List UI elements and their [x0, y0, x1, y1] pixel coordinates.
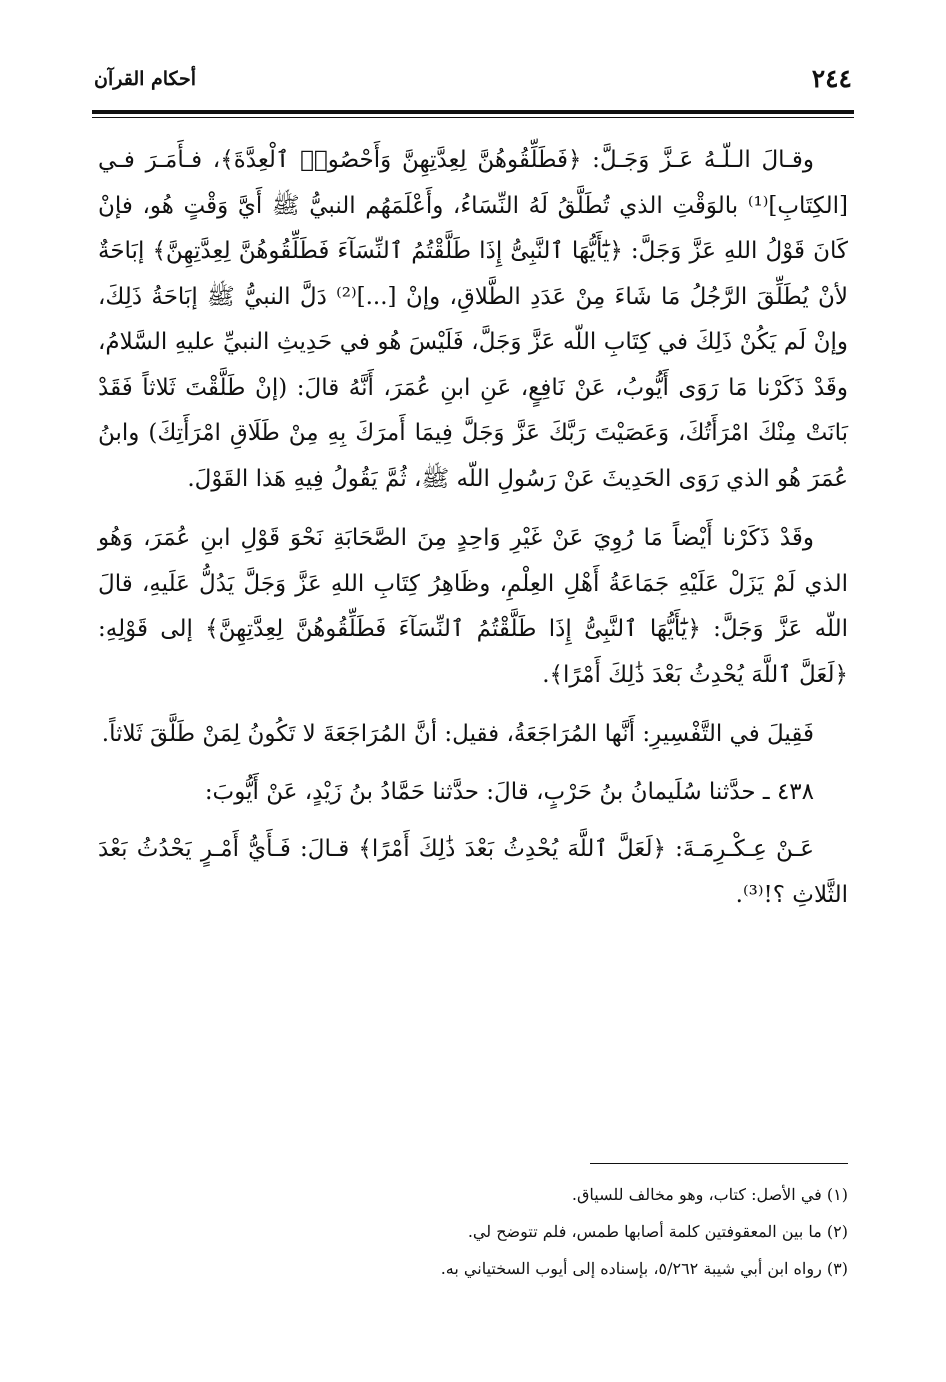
- page-header: [94, 58, 852, 106]
- running-title: أحكام القرآن: [94, 68, 197, 90]
- footnotes: [98, 1176, 848, 1287]
- footnote-2: (٢) ما بين المعقوفتين كلمة أصابها طمس، فلم تتوضح لي.: [467, 1222, 848, 1241]
- paragraph-2: وقَدْ ذَكَرْنا أَيْضاً مَا رُوِيَ عَنْ غَيْرِ وَاحِدٍ مِنَ الصَّحَابَةِ نَحْوَ قَوْلِ ابنِ عُمَرَ، وَهُو الذي لَمْ يَزَلْ عَلَيْهِ جَمَاعَةُ أَهْلِ العِلْمِ، وظَاهِرُ كِتَابِ اللهِ عَزَّ وَجَلَّ يَدُلُّ عَلَيهِ، قالَ اللّه عَزَّ وَجَلَّ: ﴿يَٰٓأَيُّهَا ٱلنَّبِىُّ إِذَا طَلَّقْتُمُ ٱلنِّسَآءَ فَطَلِّقُوهُنَّ لِعِدَّتِهِنَّ﴾ إلى قَوْلِهِ: ﴿لَعَلَّ ٱللَّهَ يُحْدِثُ بَعْدَ ذَٰلِكَ أَمْرًا﴾.: [98, 525, 848, 688]
- header-rule-thick: [92, 110, 854, 114]
- main-text: [98, 138, 848, 918]
- paragraph-1: وقـالَ الـلّـهُ عَـزَّ وَجَـلَّ: ﴿فَطَلِّقُوهُنَّ لِعِدَّتِهِنَّ وَأَحْصُوا۟ ٱلْعِدَّةَ﴾، فـأَمَـرَ فـي [الكِتَابِ]⁽¹⁾ بالوَقْتِ الذي تُطَلَّقُ لَهُ النِّسَاءُ، وأَعْلَمَهُم النبيُّ ﷺ أَيَّ وَقْتٍ هُو، فإنْ كَانَ قَوْلُ اللهِ عَزَّ وَجَلَّ: ﴿يَٰٓأَيُّهَا ٱلنَّبِىُّ إِذَا طَلَّقْتُمُ ٱلنِّسَآءَ فَطَلِّقُوهُنَّ لِعِدَّتِهِنَّ﴾ إبَاحَةٌ لأنْ يُطَلِّقَ الرَّجُلُ مَا شَاءَ مِنْ عَدَدِ الطَّلاقِ، وإنْ [...]⁽²⁾ دَلَّ النبيُّ ﷺ إبَاحَةُ ذَلِكَ، وإنْ لَم يَكُنْ ذَلِكَ في كِتَابِ اللّه عَزَّ وَجَلَّ، فَلَيْسَ هُو في حَدِيثِ النبيِّ عليهِ السَّلامُ، وقَدْ ذَكَرْنا مَا رَوَى أَيُّوبُ، عَنْ نَافِعٍ، عَنِ ابنِ عُمَرَ، أَنَّهُ قالَ: (إنْ طَلَّقْتَ ثَلاثاً فَقَدْ بَانَتْ مِنْكَ امْرَأَتُكَ، وَعَصَيْتَ رَبَّكَ عَزَّ وَجَلَّ فِيمَا أَمرَكَ بِهِ مِنْ طَلَاقِ امْرَأَتِكَ) وابنُ عُمَرَ هُو الذي رَوَى الحَدِيثَ عَنْ رَسُولِ اللّه ﷺ، ثُمَّ يَقُولُ فِيهِ هَذا القَوْلَ.: [98, 147, 848, 492]
- footnote-divider: [590, 1163, 848, 1164]
- paragraph-3: فَقِيلَ في التَّفْسِيرِ: أَنَّها المُرَاجَعَةُ، فقيل: أنَّ المُرَاجَعَةَ لا تَكُونُ لِمَنْ طَلَّقَ ثَلاثاً.: [101, 721, 814, 747]
- header-rule-thin: [92, 117, 854, 118]
- footnote-1: (١) في الأصل: كتاب، وهو مخالف للسياق.: [571, 1185, 848, 1204]
- footnote-3: (٣) رواه ابن أبي شيبة ٥/٢٦٢، بإسناده إلى أيوب السختياني به.: [440, 1259, 848, 1278]
- hadith-438-text: عَـنْ عِـكْـرِمَـةَ: ﴿لَعَلَّ ٱللَّهَ يُحْدِثُ بَعْدَ ذَٰلِكَ أَمْرًا﴾ قـالَ: فَـأَيُّ أَمْـرٍ يَحْدُثُ بَعْدَ الثَّلاثِ ؟!⁽³⁾.: [98, 836, 848, 908]
- hadith-438-chain: ٤٣٨ ـ حدَّثنا سُلَيمانُ بنُ حَرْبٍ، قالَ: حدَّثنا حَمَّادُ بنُ زَيْدٍ، عَنْ أَيُّوبَ:: [204, 778, 814, 805]
- page-number: ٢٤٤: [811, 64, 852, 93]
